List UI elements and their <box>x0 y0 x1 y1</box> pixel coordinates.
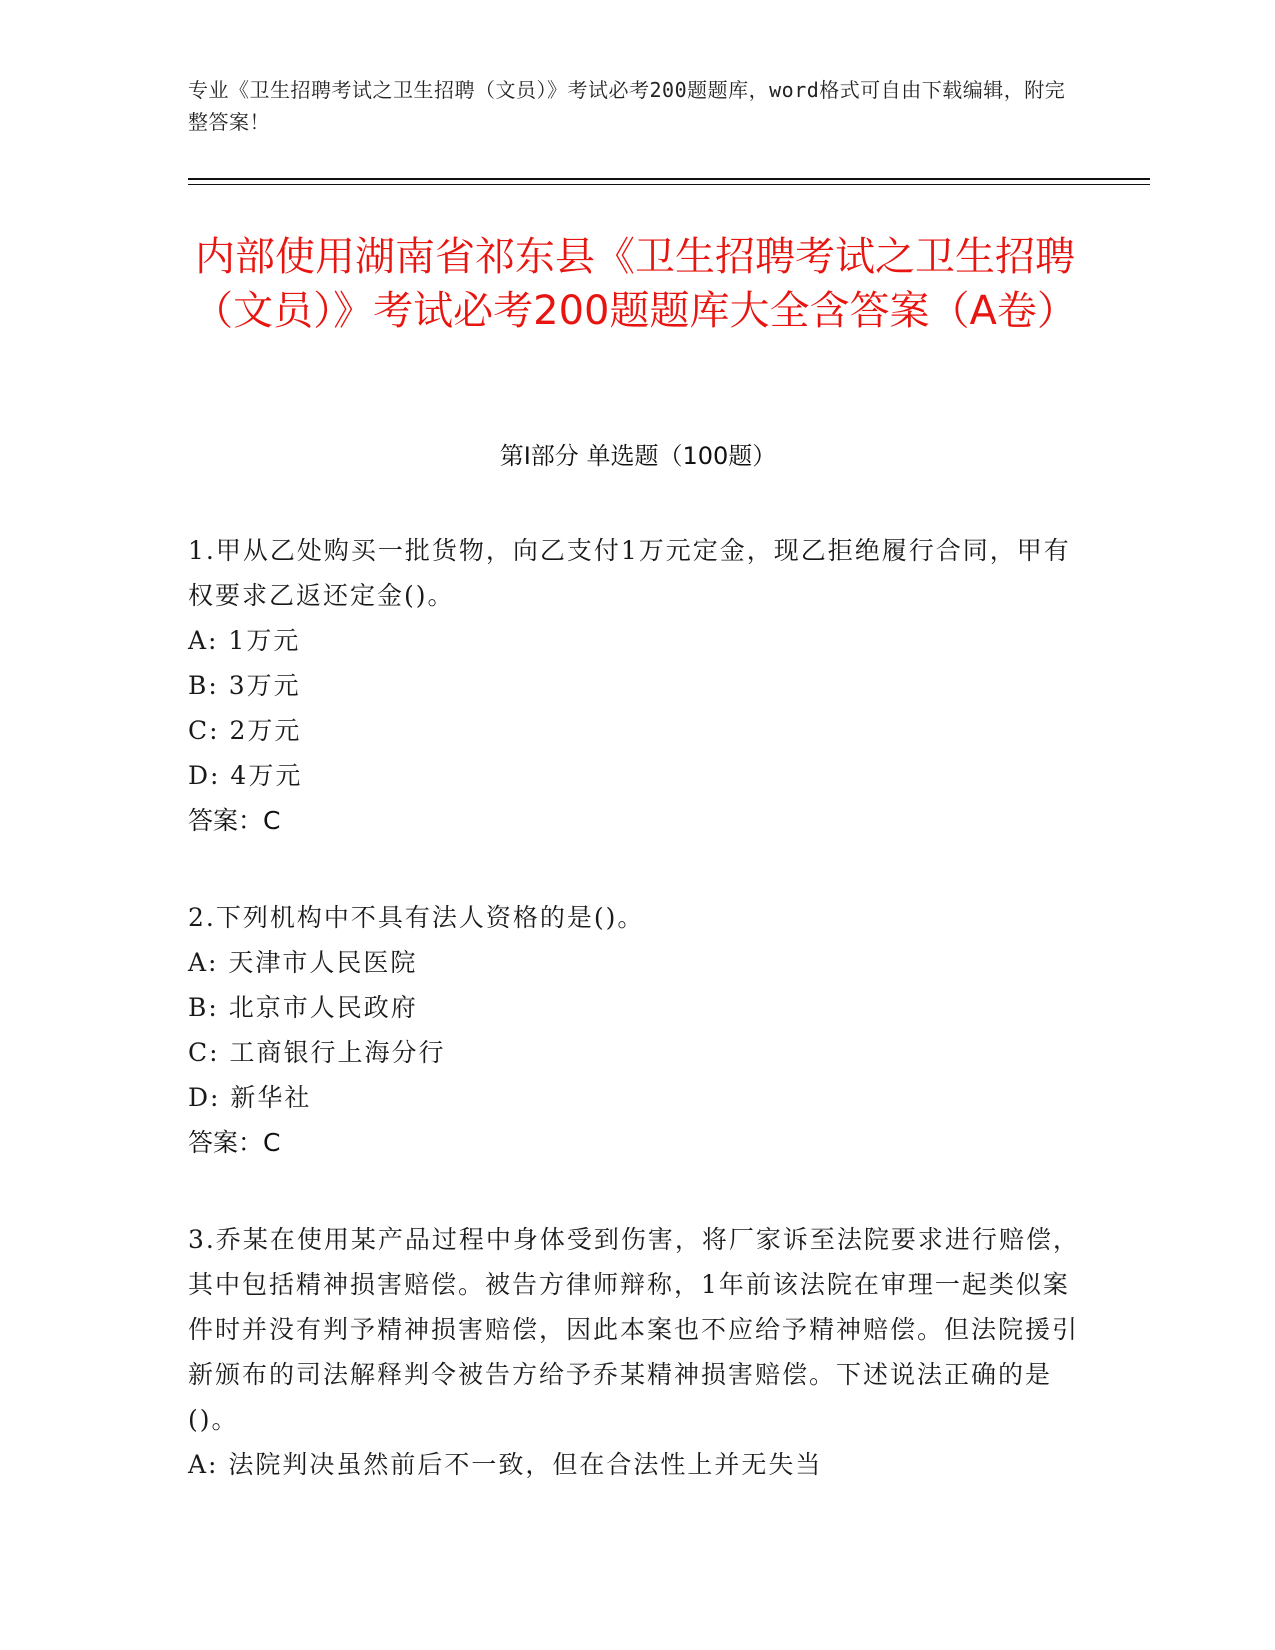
question-stem: 1.甲从乙处购买一批货物，向乙支付1万元定金，现乙拒绝履行合同，甲有权要求乙返还定金()。 <box>188 536 1071 610</box>
option-c: C: 2万元 <box>188 716 302 745</box>
question-stem: 2.下列机构中不具有法人资格的是()。 <box>188 903 645 932</box>
option-a: A: 1万元 <box>188 626 301 655</box>
section-heading: 第I部分 单选题（100题） <box>499 442 777 470</box>
question-1 <box>188 528 1088 843</box>
question-2 <box>188 895 1088 1165</box>
header-divider-thick <box>188 178 1150 180</box>
option-a: A: 天津市人民医院 <box>188 948 418 977</box>
question-stem: 3.乔某在使用某产品过程中身体受到伤害，将厂家诉至法院要求进行赔偿，其中包括精神损害赔偿。被告方律师辩称，1年前该法院在审理一起类似案件时并没有判予精神损害赔偿，因此本案也不应给予精神赔偿。但法院援引新颁布的司法解释判令被告方给予乔某精神损害赔偿。下述说法正确的是()。 <box>188 1225 1080 1434</box>
question-list <box>188 528 1088 1539</box>
answer: 答案：C <box>188 1128 281 1157</box>
option-c: C: 工商银行上海分行 <box>188 1038 446 1067</box>
option-d: D: 新华社 <box>188 1083 312 1112</box>
answer: 答案：C <box>188 806 281 835</box>
header-divider-thin <box>188 184 1150 185</box>
header-note: 专业《卫生招聘考试之卫生招聘（文员）》考试必考200题题库，word格式可自由下载编辑，附完整答案！ <box>188 78 1066 134</box>
document-title: 内部使用湖南省祁东县《卫生招聘考试之卫生招聘（文员）》考试必考200题题库大全含答案（A卷） <box>193 234 1077 334</box>
option-b: B: 3万元 <box>188 671 301 700</box>
option-d: D: 4万元 <box>188 761 303 790</box>
option-b: B: 北京市人民政府 <box>188 993 418 1022</box>
question-3 <box>188 1217 1088 1487</box>
option-a: A: 法院判决虽然前后不一致，但在合法性上并无失当 <box>188 1450 823 1479</box>
